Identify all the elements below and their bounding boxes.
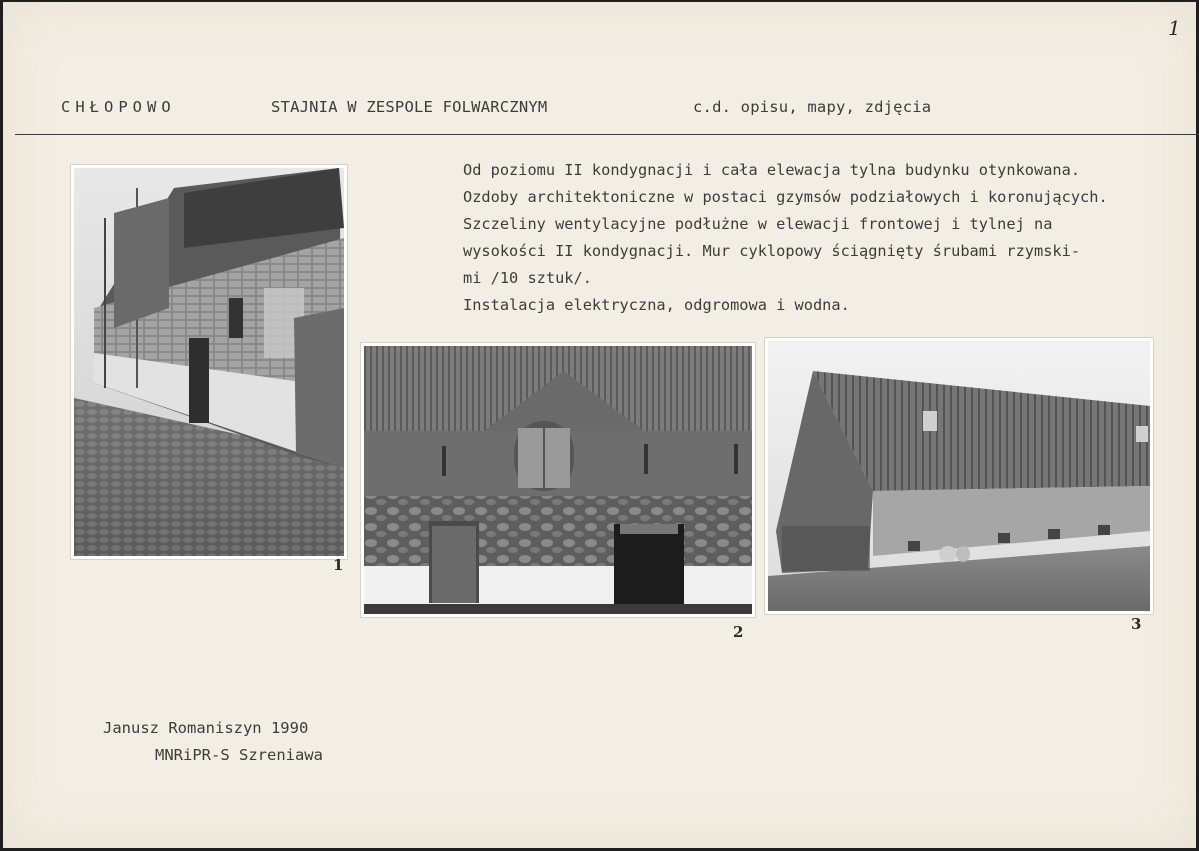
description-line: mi /10 sztuk/. xyxy=(463,269,592,287)
signature-author: Janusz Romaniszyn 1990 xyxy=(103,719,309,737)
header-divider xyxy=(15,134,1199,135)
header-place: CHŁOPOWO xyxy=(61,98,176,116)
description-line: wysokości II kondygnacji. Mur cyklopowy ściągnięty śrubami rzymski- xyxy=(463,242,1081,260)
page-number: 1 xyxy=(1168,16,1181,40)
description-line: Od poziomu II kondygnacji i cała elewacja tylna budynku otynkowana. xyxy=(463,161,1081,179)
description-line: Instalacja elektryczna, odgromowa i wodna. xyxy=(463,296,850,314)
photo-1-image xyxy=(74,168,344,556)
photo-1-number: 1 xyxy=(333,556,344,574)
signature-institution: MNRiPR-S Szreniawa xyxy=(155,746,323,764)
document-sheet xyxy=(3,2,1196,848)
description-line: Szczeliny wentylacyjne podłużne w elewacji frontowej i tylnej na xyxy=(463,215,1053,233)
photo-3-image xyxy=(768,341,1150,611)
photo-3 xyxy=(765,338,1153,614)
header-section: c.d. opisu, mapy, zdjęcia xyxy=(693,98,932,116)
photo-3-number: 3 xyxy=(1131,615,1142,633)
photo-2-image xyxy=(364,346,752,614)
photo-1 xyxy=(71,165,347,559)
photo-2-number: 2 xyxy=(733,623,744,641)
description-text xyxy=(463,157,1108,319)
description-line: Ozdoby architektoniczne w postaci gzymsów podziałowych i koronujących. xyxy=(463,188,1108,206)
photo-2 xyxy=(361,343,755,617)
header-object: STAJNIA W ZESPOLE FOLWARCZNYM xyxy=(271,98,548,116)
